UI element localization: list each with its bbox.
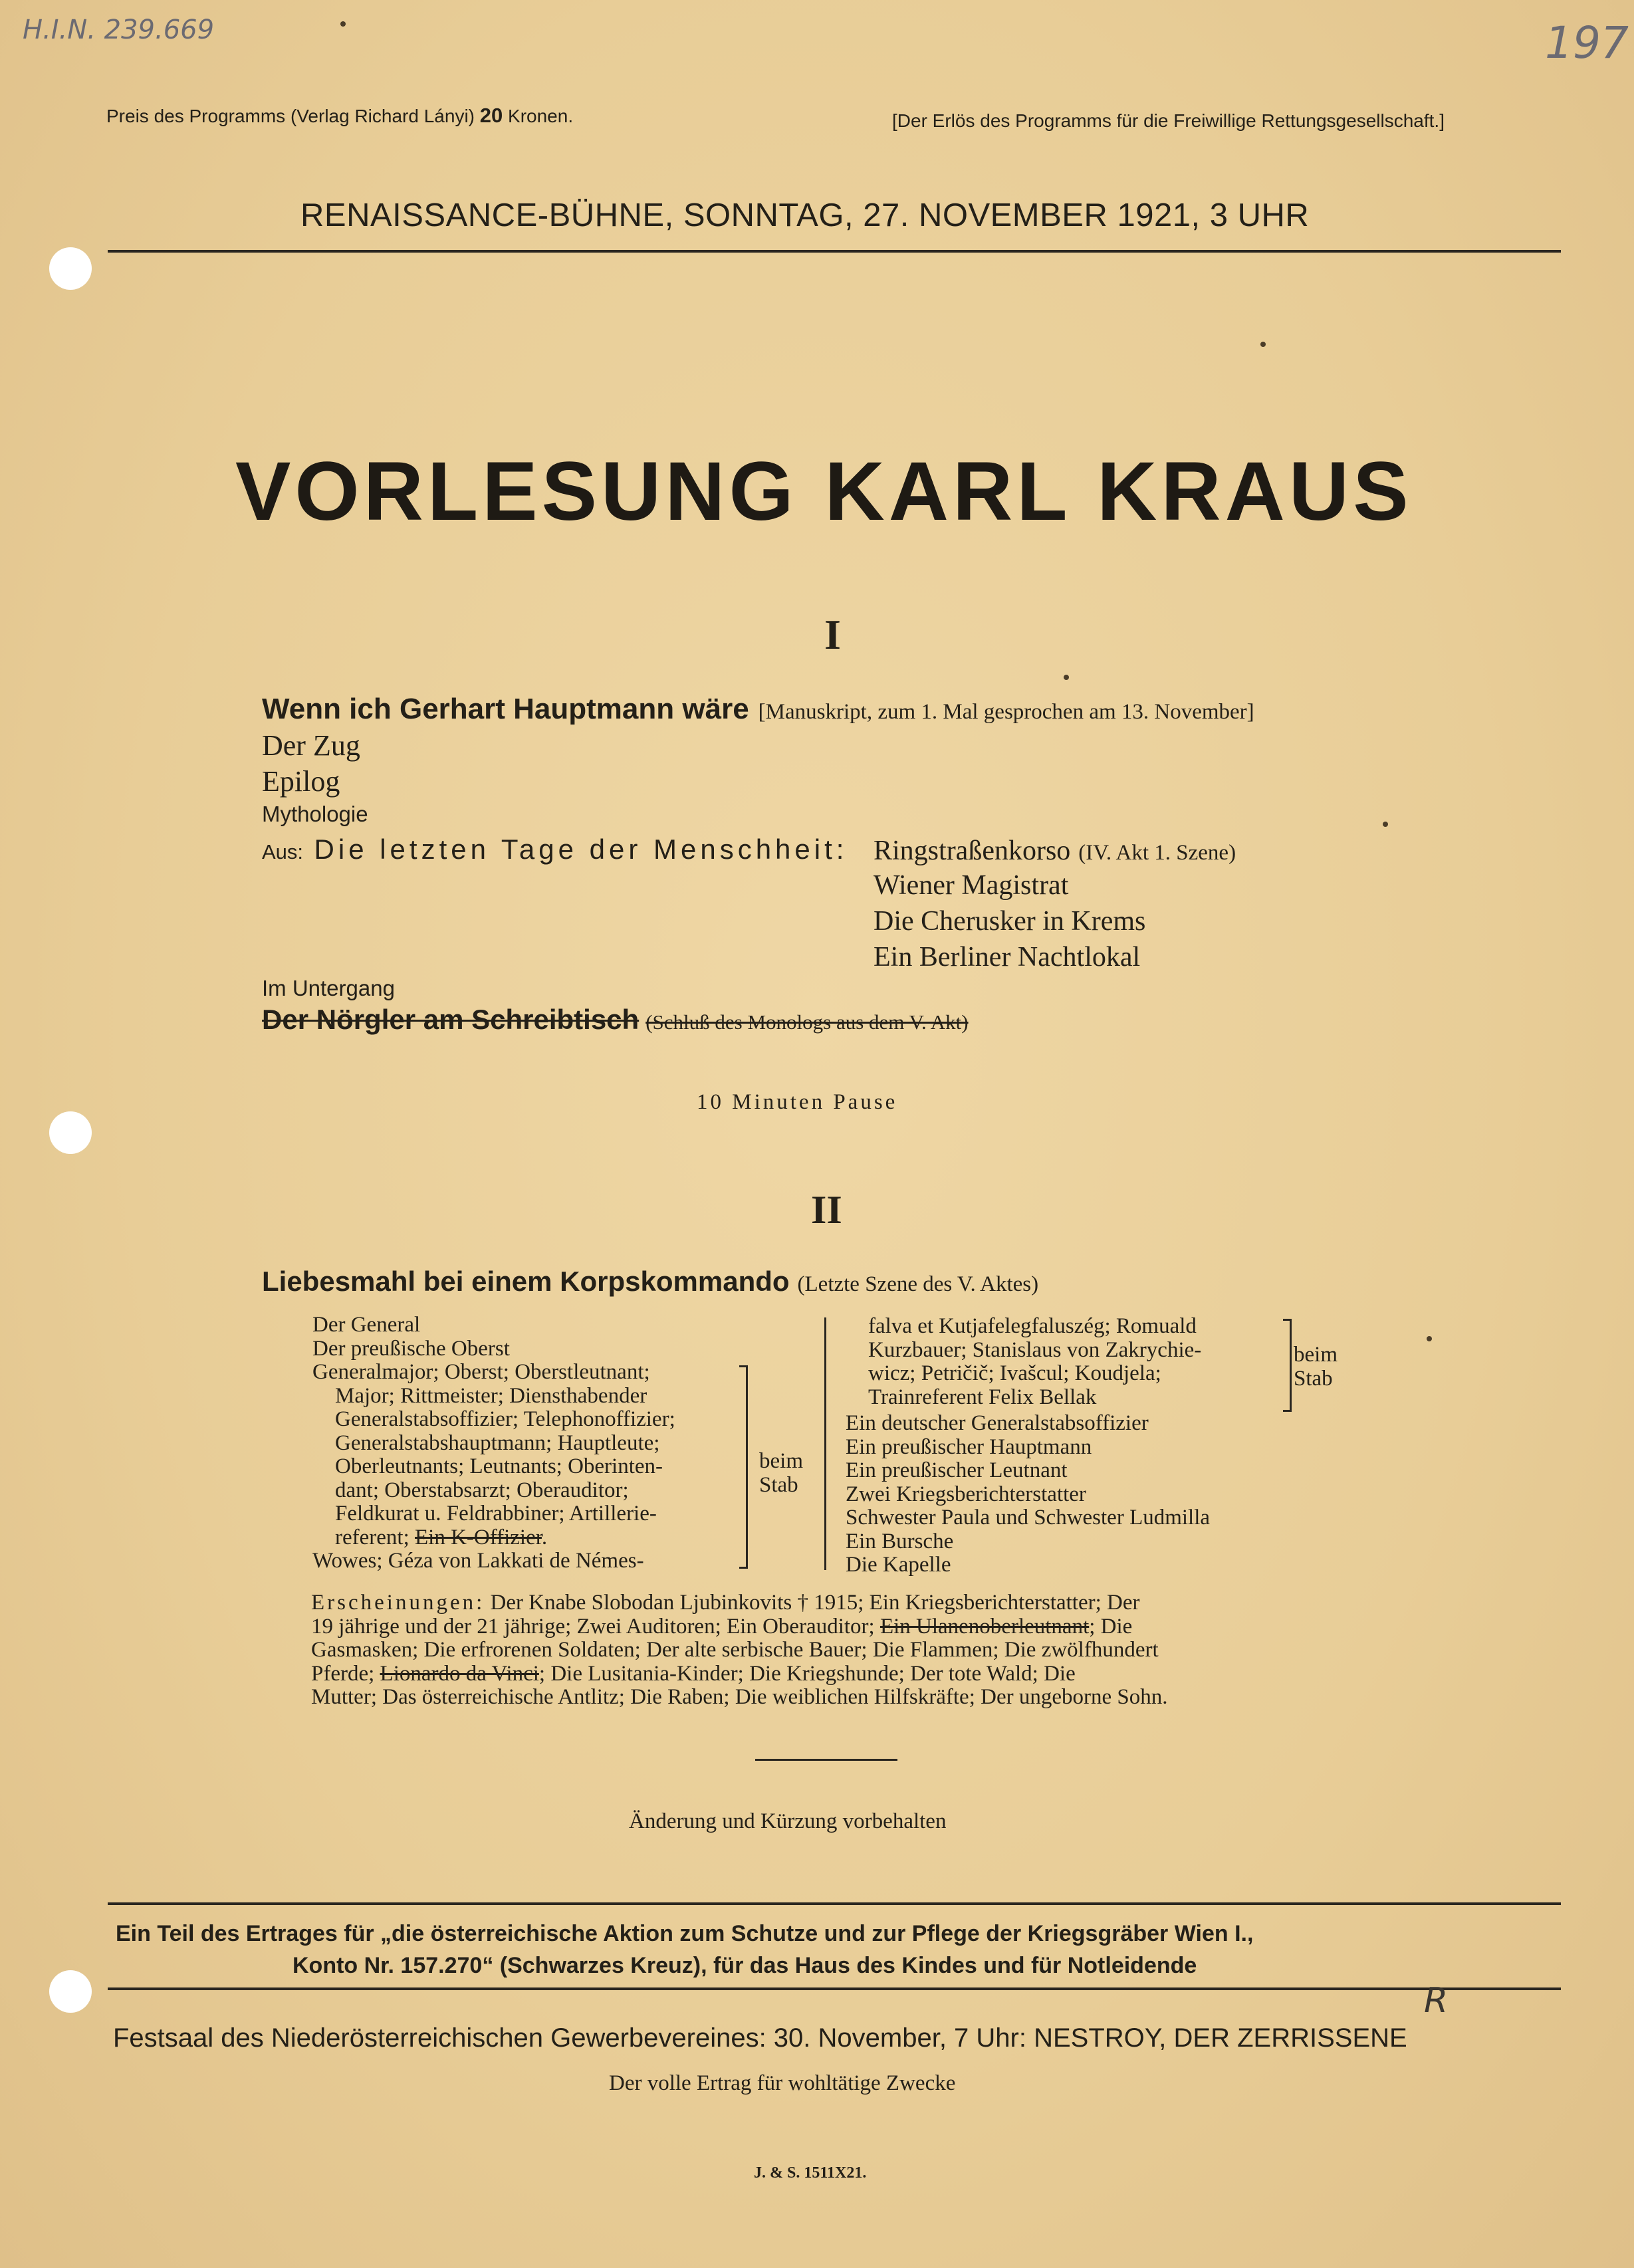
program-item-epilog: Epilog xyxy=(262,765,340,798)
left-brace-label xyxy=(759,1449,803,1497)
item-title: Wenn ich Gerhart Hauptmann wäre xyxy=(262,693,749,725)
program-item-aus xyxy=(262,834,848,866)
program-item-zug: Der Zug xyxy=(262,729,360,762)
cast-line: Ein deutscher Generalstabsoffizier xyxy=(846,1411,1149,1435)
cast-line: Der General xyxy=(312,1313,421,1337)
cast-line: Kurzbauer; Stanislaus von Zakrychie- xyxy=(868,1337,1202,1362)
donation-line-1: Ein Teil des Ertrages für „die österreichische Aktion zum Schutze und zur Pflege der Kriegsgräber Wien I., xyxy=(116,1921,1254,1946)
program-item-mythologie: Mythologie xyxy=(262,802,368,826)
struck-role: Ein K-Offizier xyxy=(415,1525,542,1549)
cast-line: Ein preußischer Leutnant xyxy=(846,1458,1068,1482)
aus-work: Die letzten Tage der Menschheit: xyxy=(314,834,848,865)
column-divider xyxy=(824,1317,826,1570)
cast-line: Die Kapelle xyxy=(846,1553,951,1577)
apparitions-text: Pferde; xyxy=(311,1661,375,1686)
paper-speck xyxy=(1427,1336,1432,1341)
price-unit: Kronen. xyxy=(503,106,574,126)
donation-rule-bottom xyxy=(108,1987,1561,1990)
scene-magistrat: Wiener Magistrat xyxy=(874,870,1069,901)
struck-role: Lionardo da Vinci xyxy=(380,1661,539,1686)
inventory-number: H.I.N. 239.669 xyxy=(23,15,215,45)
cast-line: Feldkurat u. Feldrabbiner; Artillerie- xyxy=(335,1502,657,1526)
venue-line: RENAISSANCE-BÜHNE, SONNTAG, 27. NOVEMBER 1921, 3 UHR xyxy=(300,197,1310,233)
brace-label-line: beim xyxy=(759,1449,803,1473)
cast-line: Schwester Paula und Schwester Ludmilla xyxy=(846,1506,1211,1530)
program-item-liebesmahl xyxy=(262,1266,1038,1298)
page-number: 197 xyxy=(1545,17,1629,68)
apparitions-line xyxy=(311,1615,1343,1639)
program-item-struck xyxy=(262,1004,969,1036)
struck-note: (Schluß des Monologs aus dem V. Akt) xyxy=(645,1010,969,1034)
scene-note: (IV. Akt 1. Szene) xyxy=(1078,841,1236,865)
cast-line: Ein preußischer Hauptmann xyxy=(846,1434,1092,1459)
scene-ringstrassenkorso xyxy=(874,835,1236,867)
donation-line-2: Konto Nr. 157.270“ (Schwarzes Kreuz), für das Haus des Kindes und für Notleidende xyxy=(292,1953,1197,1978)
cast-line: Trainreferent Felix Bellak xyxy=(868,1385,1097,1409)
cast-line: Wowes; Géza von Lakkati de Némes- xyxy=(312,1549,644,1573)
reservation-note: Änderung und Kürzung vorbehalten xyxy=(629,1809,947,1833)
cast-line: falva et Kutjafelegfaluszég; Romuald xyxy=(868,1314,1197,1338)
cast-line: Major; Rittmeister; Diensthabender xyxy=(335,1383,647,1408)
apparitions-text: Der Knabe Slobodan Ljubinkovits † 1915; Ein Kriegsberichterstatter; Der xyxy=(490,1591,1140,1615)
apparitions-paragraph xyxy=(311,1591,1343,1710)
left-cast-brace xyxy=(739,1365,748,1569)
cast-line: wicz; Petričič; Ivašcul; Koudjela; xyxy=(868,1361,1161,1385)
cast-line: Generalstabshauptmann; Hauptleute; xyxy=(335,1430,660,1455)
paper-speck xyxy=(1260,342,1266,347)
header-rule xyxy=(108,250,1561,253)
apparitions-text: ; Die xyxy=(1089,1614,1133,1639)
scene-cherusker: Die Cherusker in Krems xyxy=(874,906,1146,937)
scene-title: Ringstraßenkorso xyxy=(874,836,1071,866)
short-divider xyxy=(755,1759,897,1761)
paper-speck xyxy=(340,21,346,27)
paper-speck xyxy=(1064,675,1069,680)
cast-line: Der preußische Oberst xyxy=(312,1336,510,1361)
intermission-note: 10 Minuten Pause xyxy=(697,1090,898,1114)
price-amount: 20 xyxy=(479,104,503,127)
struck-title: Der Nörgler am Schreibtisch xyxy=(262,1004,640,1035)
cast-line: Oberleutnants; Leutnants; Oberinten- xyxy=(335,1454,663,1478)
brace-label-line: Stab xyxy=(1294,1367,1333,1391)
apparitions-line: Gasmasken; Die erfrorenen Soldaten; Der alte serbische Bauer; Die Flammen; Die zwölfhundert xyxy=(311,1638,1159,1662)
item-note: [Manuskript, zum 1. Mal gesprochen am 13. November] xyxy=(758,700,1254,724)
brace-label-line: beim xyxy=(1294,1343,1338,1367)
apparitions-text: ; Die Lusitania-Kinder; Die Kriegshunde; Der tote Wald; Die xyxy=(538,1661,1076,1686)
cast-right-braced xyxy=(868,1315,1201,1409)
donation-rule-top xyxy=(108,1902,1561,1905)
brace-label-line: Stab xyxy=(759,1473,798,1497)
aus-label: Aus: xyxy=(262,840,304,863)
price-text: Preis des Programms (Verlag Richard Lányi) xyxy=(106,106,480,126)
cast-line: Generalstabsoffizier; Telephonoffizier; xyxy=(335,1407,675,1431)
right-brace-label xyxy=(1294,1343,1338,1391)
page-title: VORLESUNG KARL KRAUS xyxy=(235,445,1413,538)
price-note xyxy=(106,104,573,128)
punch-hole-middle xyxy=(49,1111,92,1154)
item-title: Liebesmahl bei einem Korpskommando xyxy=(262,1266,790,1297)
cast-line: dant; Oberstabsarzt; Oberauditor; xyxy=(335,1478,629,1502)
cast-line: referent; Ein K-Offizier. xyxy=(335,1525,548,1549)
apparitions-line: Mutter; Das österreichische Antlitz; Die Raben; Die weiblichen Hilfskräfte; Der ungeborne Sohn. xyxy=(311,1685,1168,1709)
cast-line: Generalmajor; Oberst; Oberstleutnant; xyxy=(312,1360,650,1384)
apparitions-text: 19 jährige und der 21 jährige; Zwei Auditoren; Ein Oberauditor; xyxy=(311,1614,875,1639)
annotation-mark: R xyxy=(1424,1981,1449,2021)
struck-role: Ein Ulanenoberleutnant xyxy=(879,1614,1090,1639)
next-event-note: Der volle Ertrag für wohltätige Zwecke xyxy=(609,2071,956,2095)
punch-hole-top xyxy=(49,247,92,290)
apparitions-label: Erscheinungen: xyxy=(311,1591,485,1615)
cast-line: Zwei Kriegsberichterstatter xyxy=(846,1482,1086,1506)
next-event: Festsaal des Niederösterreichischen Gewerbevereines: 30. November, 7 Uhr: NESTROY, DER ZERRISSENE xyxy=(113,2023,1407,2053)
cast-left-column xyxy=(312,1313,675,1573)
program-item-untergang: Im Untergang xyxy=(262,976,395,1000)
paper-speck xyxy=(1383,822,1388,827)
scene-nachtlokal: Ein Berliner Nachtlokal xyxy=(874,942,1141,972)
apparitions-line xyxy=(311,1591,1343,1615)
proceeds-note: [Der Erlös des Programms für die Freiwillige Rettungsgesellschaft.] xyxy=(892,110,1445,131)
right-cast-brace xyxy=(1283,1319,1292,1412)
punch-hole-bottom xyxy=(49,1970,92,2013)
cast-text: referent; xyxy=(335,1525,409,1549)
item-note: (Letzte Szene des V. Aktes) xyxy=(797,1272,1039,1296)
apparitions-line xyxy=(311,1662,1343,1686)
program-item-hauptmann xyxy=(262,693,1254,726)
part-one-numeral: I xyxy=(824,611,841,658)
printer-mark: J. & S. 1511X21. xyxy=(754,2164,867,2182)
cast-line: Ein Bursche xyxy=(846,1529,954,1553)
part-two-numeral: II xyxy=(811,1188,842,1232)
cast-right-column xyxy=(846,1412,1210,1577)
